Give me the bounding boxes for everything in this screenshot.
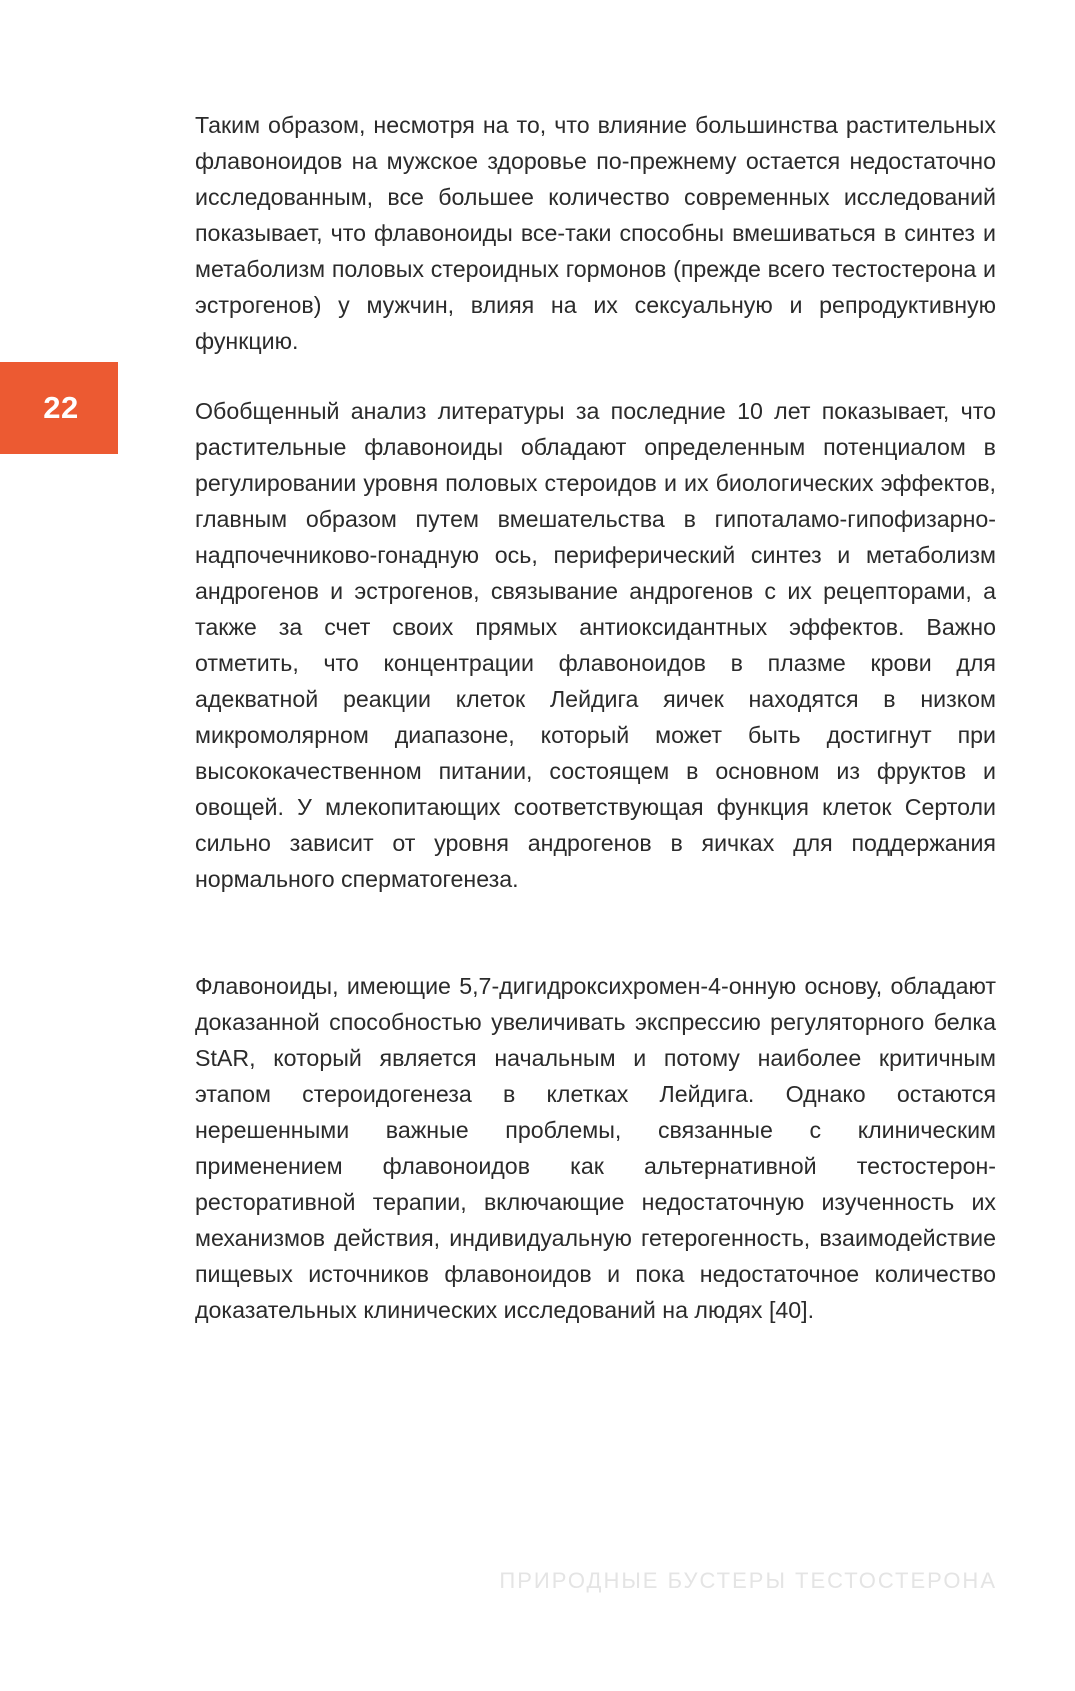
page-number: 22 (43, 390, 79, 425)
running-footer-title: ПРИРОДНЫЕ БУСТЕРЫ ТЕСТОСТЕРОНА (499, 1568, 997, 1593)
body-paragraph-3: Флавоноиды, имеющие 5,7-дигидроксихромен-4-онную основу, обладают доказанной способностью увеличивать экспрессию регуляторного белка StAR, который является начальным и потому наиболее критичным этапом стероидогенеза в клетках Лейдига. Однако остаются нерешенными важные проблемы, связанные с клиническим применением флавоноидов как альтернативной тестостерон-ресторативной терапии, включающие недостаточную изученность их механизмов действия, индивидуальную гетерогенность, взаимодействие пищевых источников флавоноидов и пока недостаточное количество доказательных клинических исследований на людях [40]. (195, 973, 996, 1323)
body-paragraph-1: Таким образом, несмотря на то, что влияние большинства растительных флавоноидов на мужское здоровье по-прежнему остается недостаточно исследованным, все большее количество современных исследований показывает, что флавоноиды все-таки способны вмешиваться в синтез и метаболизм половых стероидных гормонов (прежде всего тестостерона и эстрогенов) у мужчин, влияя на их сексуальную и репродуктивную функцию. (195, 112, 996, 354)
body-paragraph-2: Обобщенный анализ литературы за последние 10 лет показывает, что растительные флавоноиды обладают определенным потенциалом в регулировании уровня половых стероидов и их биологических эффектов, главным образом путем вмешательства в гипоталамо-гипофизарно-надпочечниково-гонадную ось, периферический синтез и метаболизм андрогенов и эстрогенов, связывание андрогенов с их рецепторами, а также за счет своих прямых антиоксидантных эффектов. Важно отметить, что концентрации флавоноидов в плазме крови для адекватной реакции клеток Лейдига яичек находятся в низком микромолярном диапазоне, который может быть достигнут при высококачественном питании, состоящем в основном из фруктов и овощей. У млекопитающих соответствующая функция клеток Сертоли сильно зависит от уровня андрогенов в яичках для поддержания нормального сперматогенеза. (195, 398, 996, 892)
page-number-tab (0, 362, 118, 454)
